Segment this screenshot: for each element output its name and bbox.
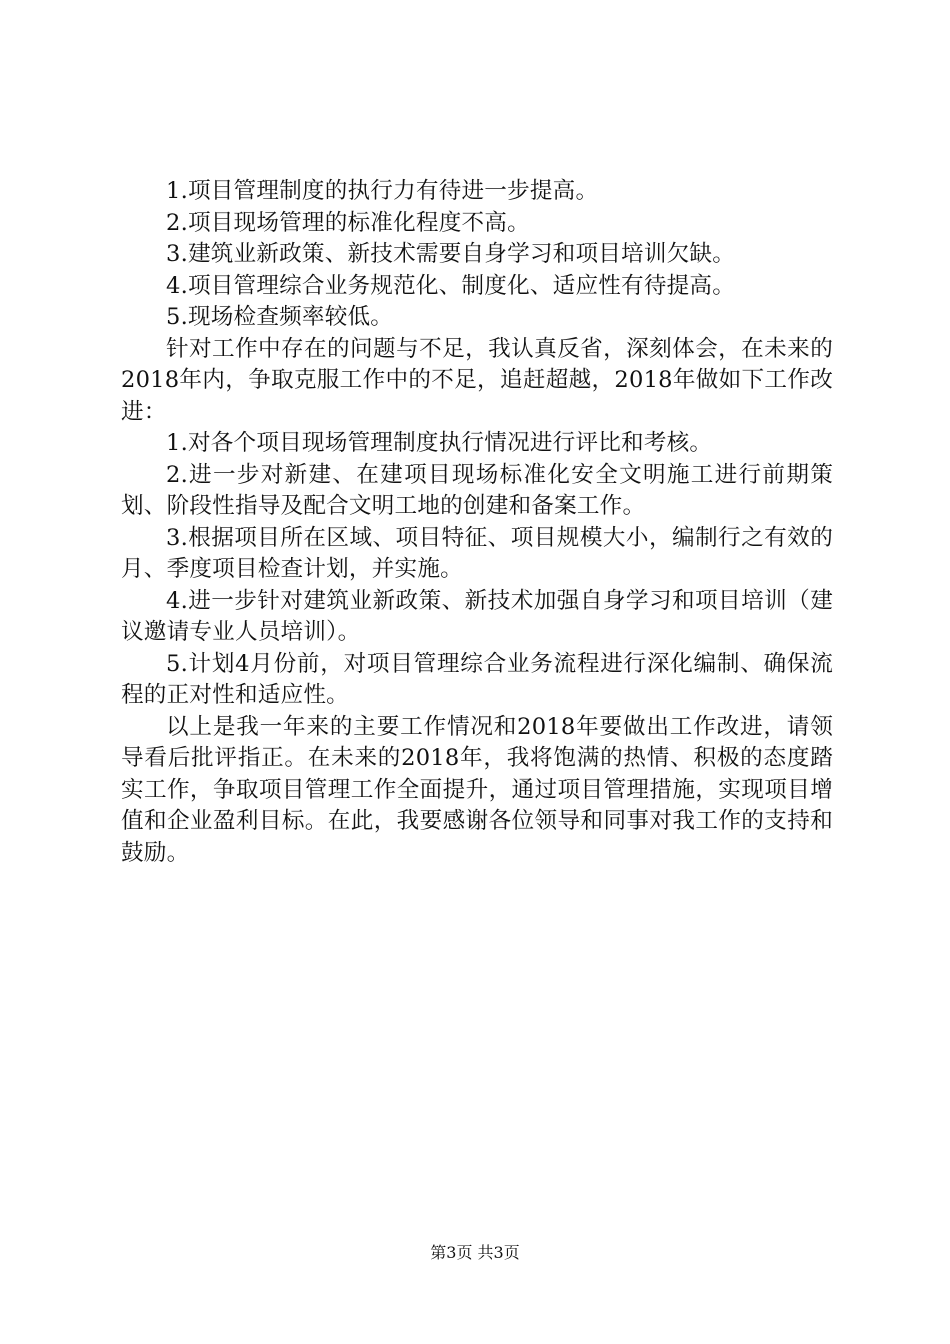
document-body [121,176,833,869]
improvement-item-5: 5.计划4月份前，对项目管理综合业务流程进行深化编制、确保流程的正对性和适应性。 [121,650,833,708]
improvement-item-4: 4.进一步针对建筑业新政策、新技术加强自身学习和项目培训（建议邀请专业人员培训）。 [121,587,833,645]
improvement-item-1: 1.对各个项目现场管理制度执行情况进行评比和考核。 [166,430,713,456]
issue-item-3: 3.建筑业新政策、新技术需要自身学习和项目培训欠缺。 [166,241,736,267]
closing-paragraph: 以上是我一年来的主要工作情况和2018年要做出工作改进，请领导看后批评指正。在未来的2018年，我将饱满的热情、积极的态度踏实工作，争取项目管理工作全面提升，通过项目管理措施，实现项目增值和企业盈利目标。在此，我要感谢各位领导和同事对我工作的支持和鼓励。 [121,713,833,866]
improvement-intro-paragraph: 针对工作中存在的问题与不足，我认真反省，深刻体会，在未来的2018年内，争取克服工作中的不足，追赶超越，2018年做如下工作改进： [121,335,833,425]
improvement-item-2: 2.进一步对新建、在建项目现场标准化安全文明施工进行前期策划、阶段性指导及配合文明工地的创建和备案工作。 [121,461,833,519]
issue-item-1: 1.项目管理制度的执行力有待进一步提高。 [166,178,599,204]
page-number-footer: 第3页 共3页 [430,1243,520,1262]
issue-item-4: 4.项目管理综合业务规范化、制度化、适应性有待提高。 [166,272,736,299]
improvement-item-3: 3.根据项目所在区域、项目特征、项目规模大小，编制行之有效的月、季度项目检查计划，并实施。 [121,524,833,582]
issue-item-5: 5.现场检查频率较低。 [166,304,394,330]
issue-item-2: 2.项目现场管理的标准化程度不高。 [166,209,530,236]
